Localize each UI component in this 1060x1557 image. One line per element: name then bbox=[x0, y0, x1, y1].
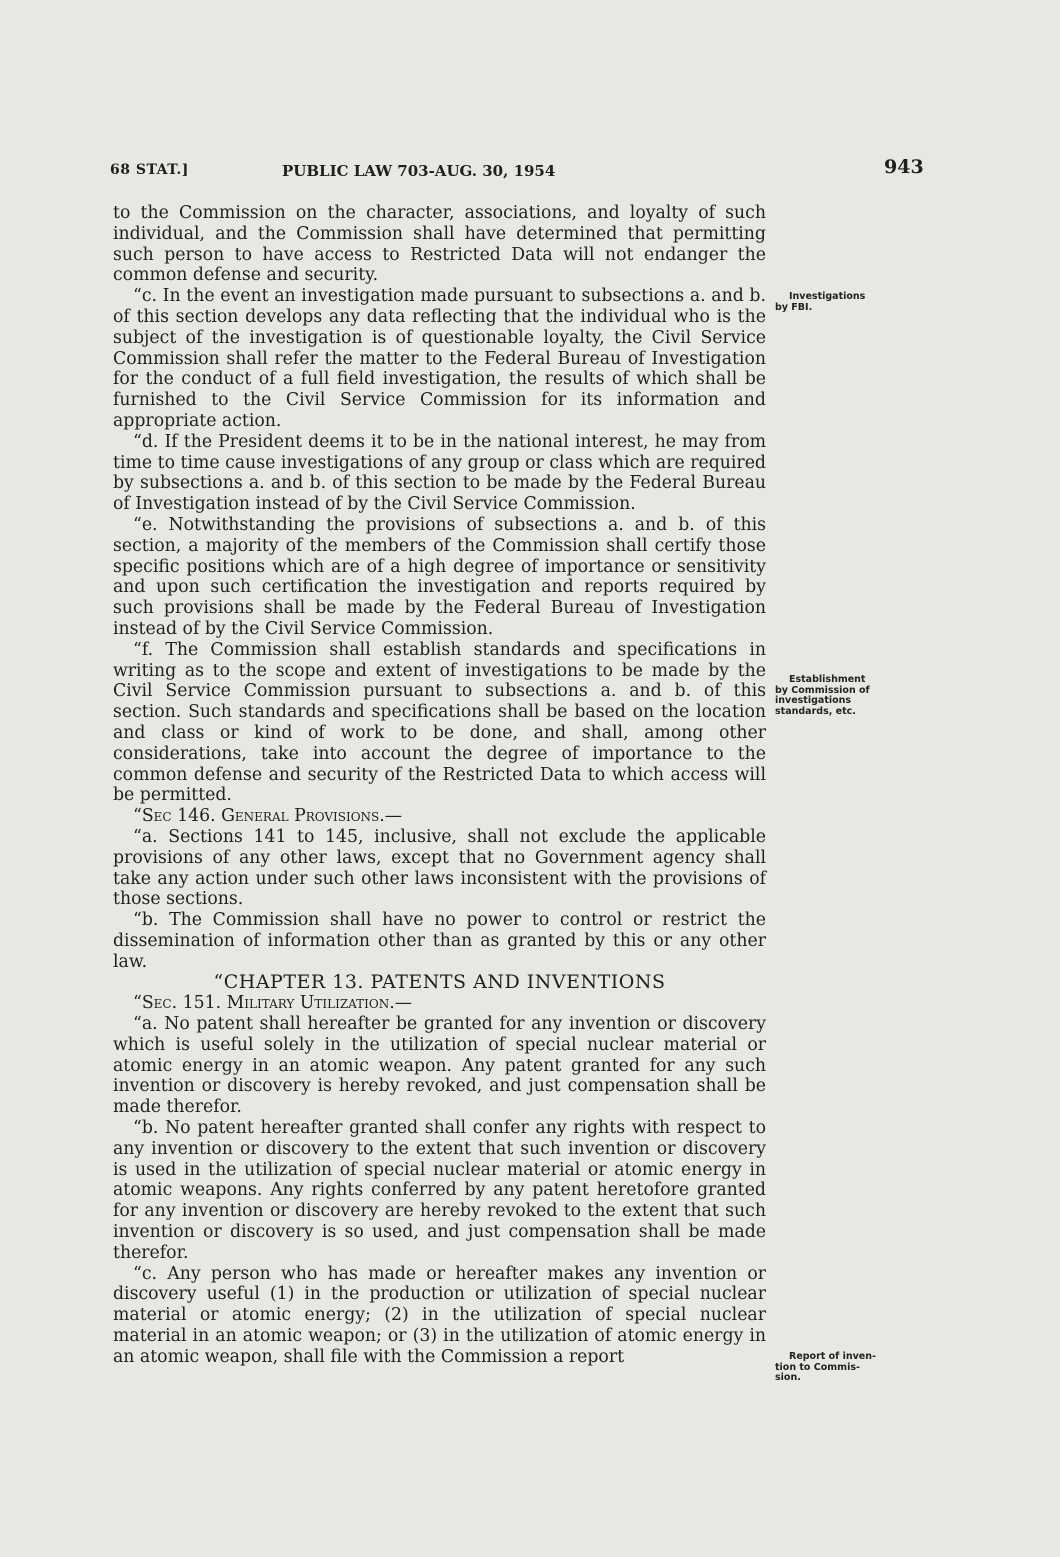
paragraph-c: “c. In the event an investigation made pursuant to subsections a. and b. of this section develops any data reflecting that the individual who is the subject of the investigation is of questionable loyalty, the Civil Service Commission shall refer the matter to the Federal Bureau of Investigation for the conduct of a full field investigation, the results of which shall be furnished to the Civil Service Commission for its information and appropriate action. bbox=[113, 286, 766, 431]
volume-reference: 68 STAT.] bbox=[110, 162, 189, 178]
margin-note-line: Report of inven- bbox=[789, 1351, 876, 1362]
paragraph-f: “f. The Commission shall establish standards and specifications in writing as to the scope and extent of investigations to be made by the Civil Service Commission pursuant to subsections a. and b. of this section. Such standards and specifications shall be based on the location and class or kind of work to be done, and shall, among other considerations, take into account the degree of importance to the common defense and security of the Restricted Data to which access will be permitted. bbox=[113, 639, 766, 806]
section-146-heading: “Sec 146. General Provisions.— bbox=[133, 806, 403, 827]
paragraph-d: “d. If the President deems it to be in the national interest, he may from time to time cause investigations of any group or class which are required by subsections a. and b. of this section to be made by the Federal Bureau of Investigation instead of by the Civil Service Commission. bbox=[113, 431, 766, 515]
page-header bbox=[110, 156, 924, 186]
paragraph-e: “e. Notwithstanding the provisions of subsections a. and b. of this section, a majority of the members of the Commission shall certify those specific positions which are of a high degree of importance or sensitivity and upon such certification the investigation and reports required by such provisions shall be made by the Federal Bureau of Investigation instead of by the Civil Service Commission. bbox=[113, 514, 766, 639]
paragraph-146-b: “b. The Commission shall have no power to control or restrict the dissemination of information other than as granted by this or any other law. bbox=[113, 910, 766, 972]
margin-note-report bbox=[775, 1352, 925, 1384]
margin-note-line: Establishment bbox=[789, 674, 866, 685]
margin-note-line: tion to Commis- bbox=[775, 1361, 860, 1373]
margin-note-establishment bbox=[775, 675, 925, 717]
section-151-heading: “Sec. 151. Military Utilization.— bbox=[133, 993, 413, 1014]
margin-note-line: by Commission of bbox=[775, 684, 870, 696]
margin-note-investigations-fbi bbox=[775, 292, 925, 313]
paragraph-146-a: “a. Sections 141 to 145, inclusive, shall not exclude the applicable provisions of any other laws, except that no Government agency shall take any action under such other laws inconsistent with the provisions of those sections. bbox=[113, 826, 766, 910]
margin-note-line: standards, etc. bbox=[775, 705, 856, 717]
paragraph-continuation: to the Commission on the character, associations, and loyalty of such individual, and the Commission shall have determined that permitting such person to have access to Restricted Data will not endanger the common defense and security. bbox=[113, 203, 766, 286]
chapter-heading: “CHAPTER 13. PATENTS AND INVENTIONS bbox=[213, 971, 666, 994]
page-number: 943 bbox=[884, 156, 924, 178]
paragraph-151-b: “b. No patent hereafter granted shall confer any rights with respect to any invention or discovery to the extent that such invention or discovery is used in the utilization of special nuclear material or atomic energy in atomic weapons. Any rights conferred by any patent heretofore granted for any invention or discovery are hereby revoked to the extent that such invention or discovery is so used, and just compensation shall be made therefor. bbox=[113, 1118, 766, 1263]
margin-note-line: by FBI. bbox=[775, 301, 813, 313]
body-text bbox=[113, 203, 766, 1368]
law-title: PUBLIC LAW 703-AUG. 30, 1954 bbox=[282, 162, 556, 180]
paragraph-151-a: “a. No patent shall hereafter be granted for any invention or discovery which is useful solely in the utilization of special nuclear material or atomic energy in an atomic weapon. Any patent granted for any such invention or discovery is hereby revoked, and just compensation shall be made therefor. bbox=[113, 1014, 766, 1118]
margin-note-line: sion. bbox=[775, 1372, 801, 1383]
margin-note-line: Investigations bbox=[789, 291, 866, 302]
margin-note-line: investigations bbox=[775, 695, 852, 706]
paragraph-151-c: “c. Any person who has made or hereafter makes any invention or discovery useful (1) in the production or utilization of special nuclear material or atomic energy; (2) in the utilization of special nuclear material in an atomic weapon; or (3) in the utilization of atomic energy in an atomic weapon, shall file with the Commission a report bbox=[113, 1263, 766, 1367]
